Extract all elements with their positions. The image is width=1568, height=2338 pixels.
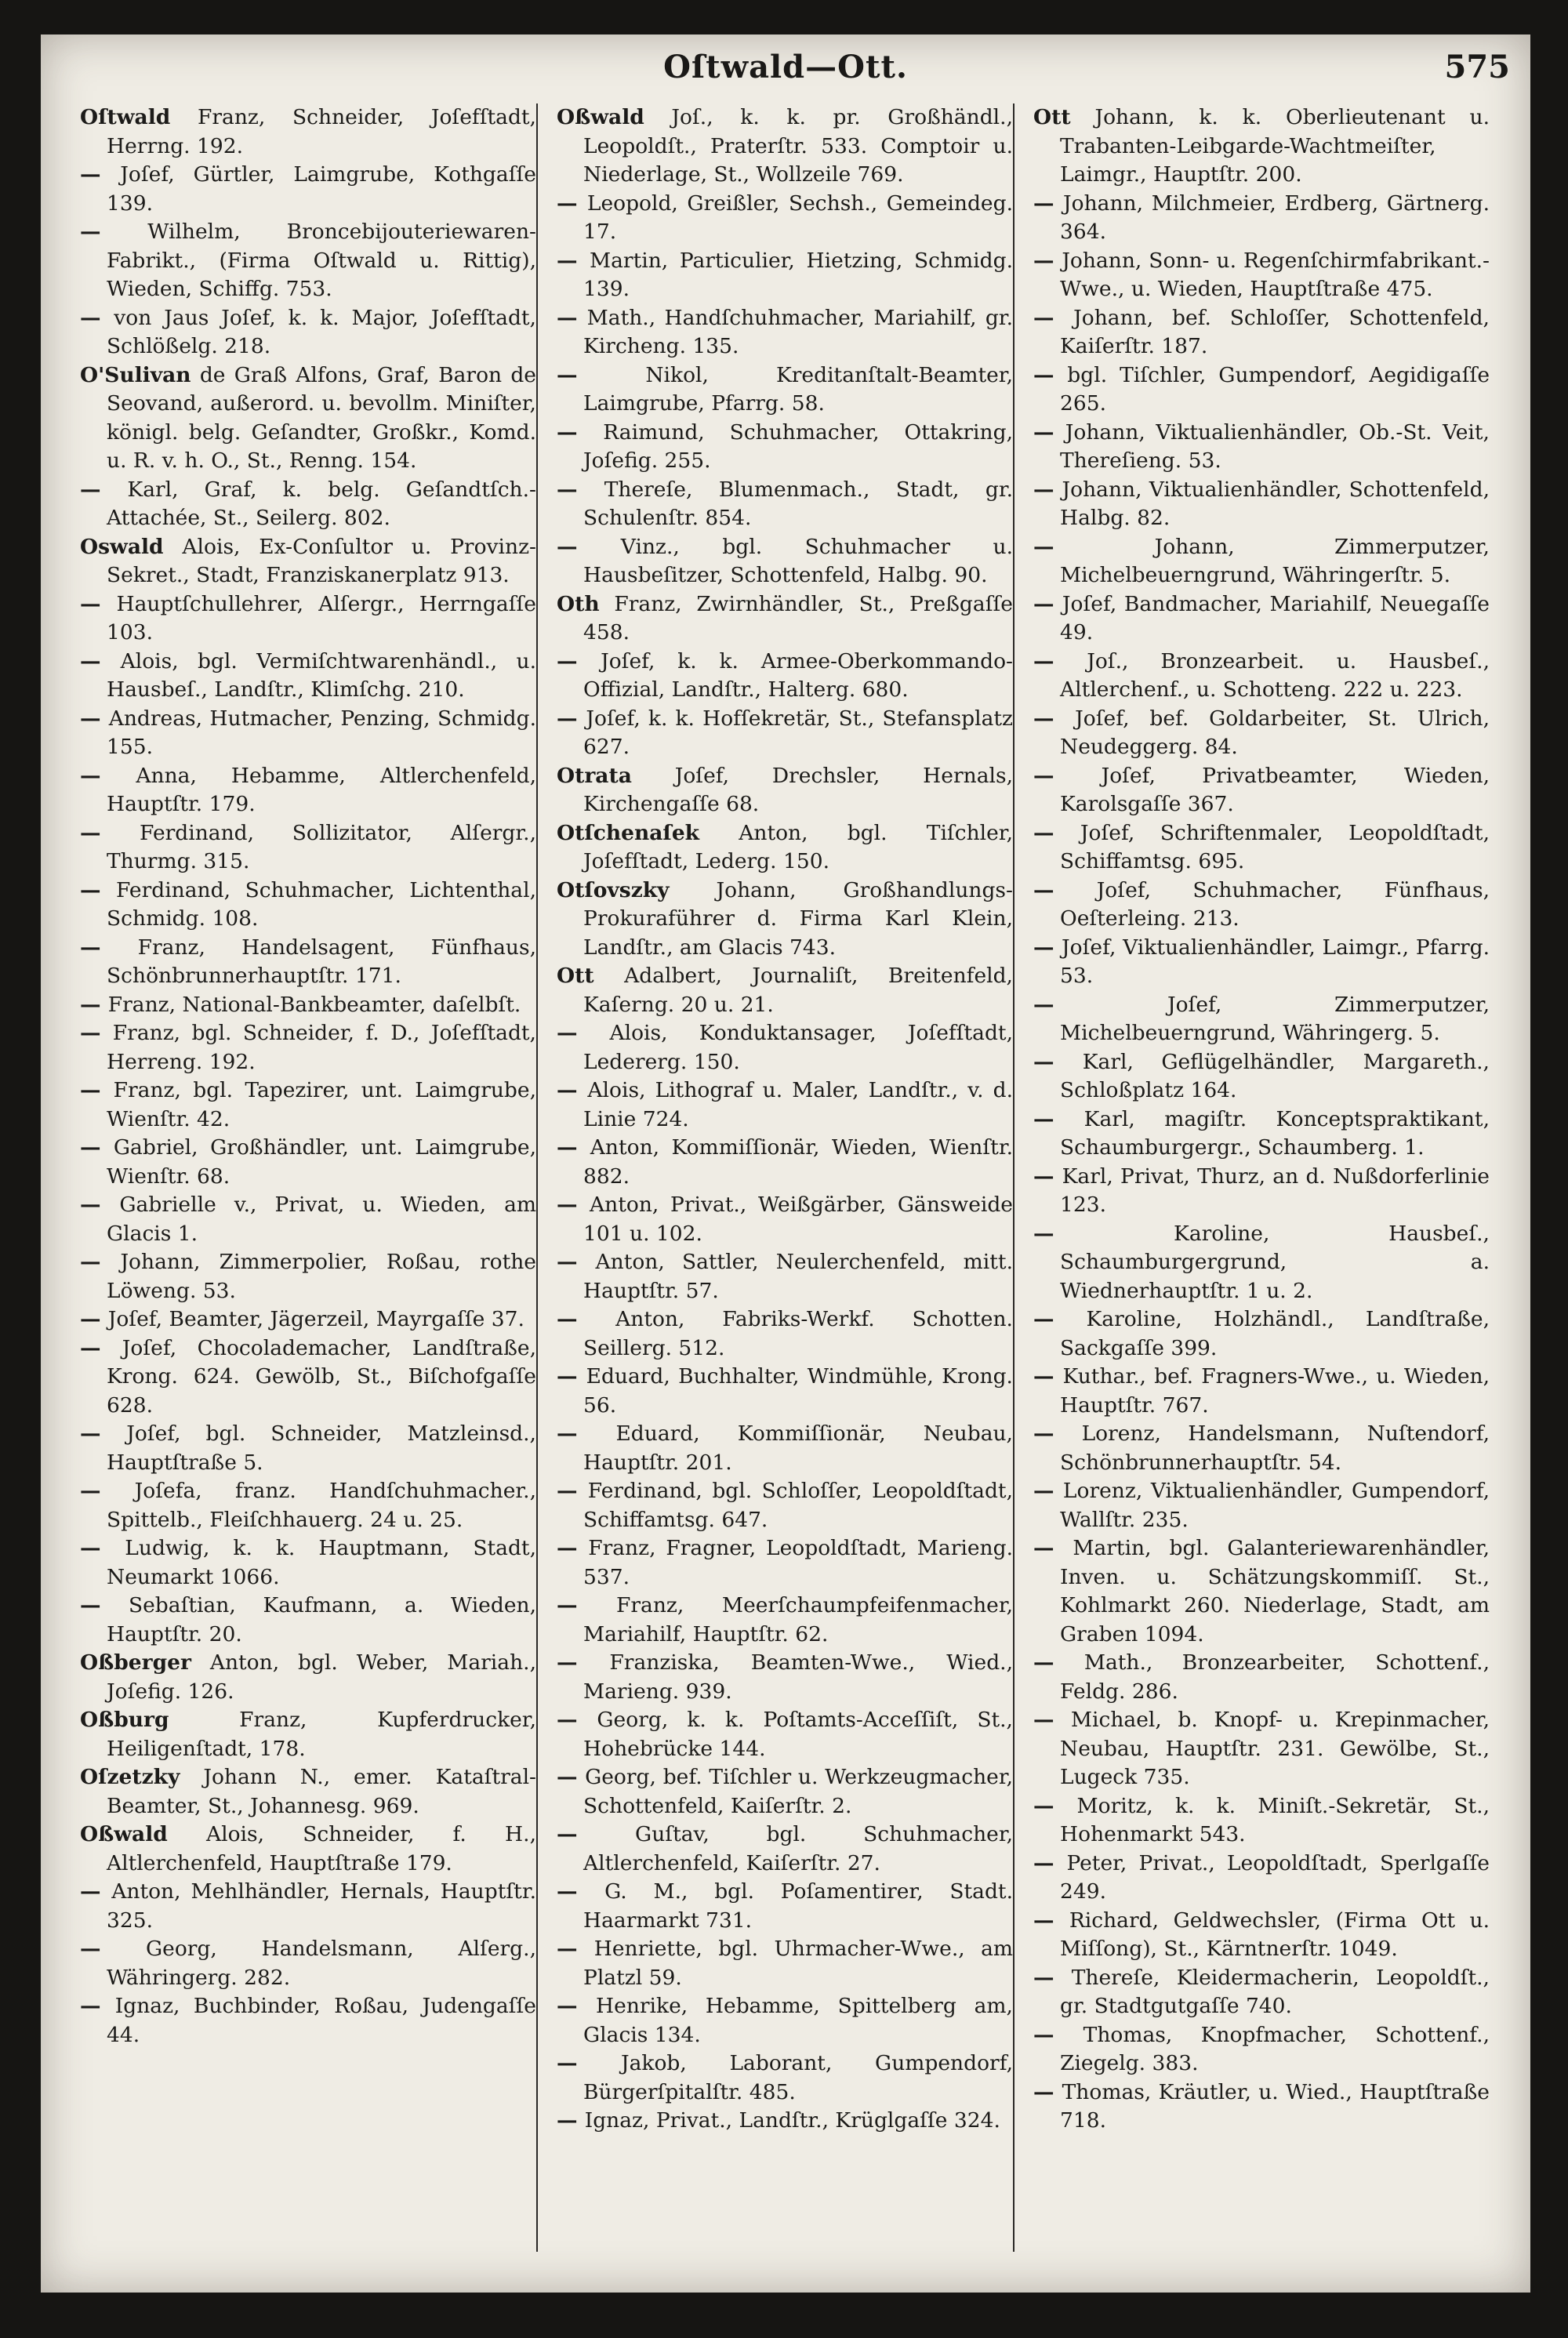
directory-entry: — Anna, Hebamme, Altlerchenfeld, Hauptſtr. 179. (80, 763, 536, 816)
directory-entry: — Thereſe, Blumenmach., Stadt, gr. Schulenſtr. 854. (557, 477, 1013, 530)
directory-entry: — Karl, Privat, Thurz, an d. Nußdorferlinie 123. (1033, 1164, 1490, 1217)
directory-entry: — Raimund, Schuhmacher, Ottakring, Joſefig. 255. (557, 419, 1013, 473)
directory-entry: — Alois, Lithograf u. Maler, Landſtr., v. d. Linie 724. (557, 1078, 1013, 1131)
directory-entry: Oßwald Alois, Schneider, f. H., Altlerchenfeld, Hauptſtraße 179. (80, 1822, 536, 1875)
directory-entry: — Anton, Sattler, Neulerchenfeld, mitt. Hauptſtr. 57. (557, 1250, 1013, 1303)
directory-entry: — Franz, bgl. Schneider, f. D., Joſefſtadt, Herreng. 192. (80, 1021, 536, 1074)
directory-entry: — Richard, Geldwechsler, (Firma Ott u. Miſſong), St., Kärntnerſtr. 1049. (1033, 1908, 1490, 1961)
directory-entry: Otrata Joſef, Drechsler, Hernals, Kirchengaſſe 68. (557, 763, 1013, 816)
directory-entry: — Sebaſtian, Kaufmann, a. Wieden, Hauptſtr. 20. (80, 1593, 536, 1646)
directory-entry: O'Sulivan de Graß Alfons, Graf, Baron de Seovand, außerord. u. bevollm. Miniſter, königl. belg. Geſandter, Großkr., Komd. u. R. v. h. O., St., Renng. 154. (80, 362, 536, 473)
directory-entry: Ott Johann, k. k. Oberlieutenant u. Trabanten-Leibgarde-Wachtmeiſter, Laimgr., Hauptſtr. 200. (1033, 105, 1490, 187)
directory-entry: — G. M., bgl. Poſamentirer, Stadt. Haarmarkt 731. (557, 1879, 1013, 1933)
directory-entry: — Franz, National-Bankbeamter, daſelbſt. (80, 992, 521, 1017)
column-2 (557, 103, 1013, 2267)
directory-entry: — Gabrielle v., Privat, u. Wieden, am Glacis 1. (80, 1193, 536, 1246)
directory-entry: — Joſef, Chocolademacher, Landſtraße, Krong. 624. Gewölb, St., Biſchofgaſſe 628. (80, 1335, 536, 1418)
directory-entry: — Joſef, k. k. Armee-Oberkommando-Offizial, Landſtr., Halterg. 680. (557, 648, 1013, 702)
directory-entry: — Franz, Meerſchaumpfeifenmacher, Mariahilf, Hauptſtr. 62. (557, 1593, 1013, 1646)
directory-entry: — Nikol, Kreditanſtalt-Beamter, Laimgrube, Pfarrg. 58. (557, 362, 1013, 416)
column-3 (1033, 103, 1490, 2267)
directory-entry: — Johann, Zimmerpolier, Roßau, rothe Löweng. 53. (80, 1250, 536, 1303)
directory-entry: Oſtwald Franz, Schneider, Joſefſtadt, Herrng. 192. (80, 105, 536, 158)
directory-entry: — Alois, Konduktansager, Joſefſtadt, Ledererg. 150. (557, 1021, 1013, 1074)
directory-entry: — Hauptſchullehrer, Alſergr., Herrngaſſe 103. (80, 591, 536, 644)
directory-entry: — Karl, Graf, k. belg. Geſandtſch.-Attachée, St., Seilerg. 802. (80, 477, 536, 530)
directory-entry: — Henriette, bgl. Uhrmacher-Wwe., am Platzl 59. (557, 1937, 1013, 1990)
directory-entry: — Johann, Zimmerputzer, Michelbeuerngrund, Währingerſtr. 5. (1033, 534, 1490, 587)
directory-entry: — Georg, Handelsmann, Alſerg., Währingerg. 282. (80, 1937, 536, 1990)
directory-entry: — Eduard, Kommiſſionär, Neubau, Hauptſtr. 201. (557, 1421, 1013, 1475)
directory-entry: — bgl. Tiſchler, Gumpendorf, Aegidigaſſe 265. (1033, 362, 1490, 416)
directory-entry: — Joſ., Bronzearbeit. u. Hausbeſ., Altlerchenf., u. Schotteng. 222 u. 223. (1033, 648, 1490, 702)
directory-entry: — Ignaz, Buchbinder, Roßau, Judengaſſe 44. (80, 1994, 536, 2047)
directory-entry: — Leopold, Greißler, Sechsh., Gemeindeg. 17. (557, 191, 1013, 244)
directory-entry: — von Jaus Joſef, k. k. Major, Joſefſtadt, Schlößelg. 218. (80, 305, 536, 358)
column-divider (1013, 103, 1014, 2252)
directory-entry: — Moritz, k. k. Miniſt.-Sekretär, St., Hohenmarkt 543. (1033, 1793, 1490, 1846)
directory-entry: — Martin, bgl. Galanteriewarenhändler, Inven. u. Schätzungskommiſſ. St., Kohlmarkt 260. Niederlage, Stadt, am Graben 1094. (1033, 1536, 1490, 1646)
directory-entry: — Gabriel, Großhändler, unt. Laimgrube, Wienſtr. 68. (80, 1135, 536, 1189)
directory-entry: — Franziska, Beamten-Wwe., Wied., Marieng. 939. (557, 1650, 1013, 1704)
directory-entry: — Ferdinand, bgl. Schloſſer, Leopoldſtadt, Schiffamtsg. 647. (557, 1479, 1013, 1532)
directory-entry: — Karoline, Holzhändl., Landſtraße, Sackgaſſe 399. (1033, 1307, 1490, 1360)
directory-entry: Oth Franz, Zwirnhändler, St., Preßgaſſe 458. (557, 591, 1013, 644)
directory-entry: Otſchenaſek Anton, bgl. Tiſchler, Joſefſtadt, Lederg. 150. (557, 820, 1013, 873)
directory-entry: — Anton, Privat., Weißgärber, Gänsweide 101 u. 102. (557, 1193, 1013, 1246)
directory-entry: — Alois, bgl. Vermiſchtwarenhändl., u. Hausbeſ., Landſtr., Klimſchg. 210. (80, 648, 536, 702)
directory-entry: — Johann, Milchmeier, Erdberg, Gärtnerg. 364. (1033, 191, 1490, 244)
directory-entry: — Martin, Particulier, Hietzing, Schmidg. 139. (557, 248, 1013, 301)
directory-entry: — Peter, Privat., Leopoldſtadt, Sperlgaſſe 249. (1033, 1850, 1490, 1904)
directory-page (41, 34, 1530, 2293)
column-divider (536, 103, 538, 2252)
directory-entry: — Joſef, Bandmacher, Mariahilf, Neuegaſſe 49. (1033, 591, 1490, 644)
directory-entry: — Joſefa, franz. Handſchuhmacher., Spittelb., Fleiſchhauerg. 24 u. 25. (80, 1479, 536, 1532)
directory-entry: — Henrike, Hebamme, Spittelberg am, Glacis 134. (557, 1994, 1013, 2047)
directory-entry: Ott Adalbert, Journaliſt, Breitenfeld, Kaſerng. 20 u. 21. (557, 964, 1013, 1017)
directory-entry: — Joſef, Gürtler, Laimgrube, Kothgaſſe 139. (80, 162, 536, 216)
directory-entry: — Joſef, Beamter, Jägerzeil, Mayrgaſſe 37. (80, 1307, 524, 1331)
directory-entry: — Franz, Fragner, Leopoldſtadt, Marieng. 537. (557, 1536, 1013, 1589)
directory-entry: Oßwald Joſ., k. k. pr. Großhändl., Leopoldſt., Praterſtr. 533. Comptoir u. Niederlage, St., Wollzeile 769. (557, 105, 1013, 187)
directory-entry: — Joſef, bef. Goldarbeiter, St. Ulrich, Neudeggerg. 84. (1033, 706, 1490, 759)
directory-entry: Otſovszky Johann, Großhandlungs-Prokuraführer d. Firma Karl Klein, Landſtr., am Glacis 743. (557, 877, 1013, 960)
directory-entry: — Thereſe, Kleidermacherin, Leopoldſt., gr. Stadtgutgaſſe 740. (1033, 1965, 1490, 2018)
directory-entry: Oßburg Franz, Kupferdrucker, Heiligenſtadt, 178. (80, 1708, 536, 1761)
directory-entry: — Anton, Kommiſſionär, Wieden, Wienſtr. 882. (557, 1135, 1013, 1189)
directory-entry: Oſzetzky Johann N., emer. Kataſtral-Beamter, St., Johannesg. 969. (80, 1765, 536, 1818)
page-number: 575 (1444, 49, 1510, 85)
directory-entry: — Joſef, bgl. Schneider, Matzleinsd., Hauptſtraße 5. (80, 1421, 536, 1475)
directory-entry: — Lorenz, Handelsmann, Nuſtendorf, Schönbrunnerhauptſtr. 54. (1033, 1421, 1490, 1475)
directory-entry: — Georg, bef. Tiſchler u. Werkzeugmacher, Schottenfeld, Kaiſerſtr. 2. (557, 1765, 1013, 1818)
directory-entry: — Georg, k. k. Poſtamts-Acceſſiſt, St., Hohebrücke 144. (557, 1708, 1013, 1761)
directory-entry: — Ludwig, k. k. Hauptmann, Stadt, Neumarkt 1066. (80, 1536, 536, 1589)
directory-entry: — Johann, Viktualienhändler, Ob.-St. Veit, Thereſieng. 53. (1033, 419, 1490, 473)
directory-entry: — Ignaz, Privat., Landſtr., Krüglgaſſe 324. (557, 2108, 1000, 2133)
directory-entry: — Anton, Mehlhändler, Hernals, Hauptſtr. 325. (80, 1879, 536, 1933)
directory-entry: — Franz, bgl. Tapezirer, unt. Laimgrube, Wienſtr. 42. (80, 1078, 536, 1131)
directory-entry: — Lorenz, Viktualienhändler, Gumpendorf, Wallſtr. 235. (1033, 1479, 1490, 1532)
directory-entry: — Joſef, Schuhmacher, Fünfhaus, Oeſterleing. 213. (1033, 877, 1490, 931)
directory-entry: — Math., Bronzearbeiter, Schottenf., Feldg. 286. (1033, 1650, 1490, 1704)
directory-entry: — Wilhelm, Broncebijouteriewaren-Fabrikt., (Firma Oſtwald u. Rittig), Wieden, Schiffg. 753. (80, 220, 536, 301)
directory-entry: — Joſef, Viktualienhändler, Laimgr., Pfarrg. 53. (1033, 935, 1490, 988)
directory-entry: — Karl, magiſtr. Konceptspraktikant, Schaumburgergr., Schaumberg. 1. (1033, 1106, 1490, 1160)
directory-entry: — Joſef, Zimmerputzer, Michelbeuerngrund, Währingerg. 5. (1033, 992, 1490, 1045)
directory-entry: — Guſtav, bgl. Schuhmacher, Altlerchenfeld, Kaiſerſtr. 27. (557, 1822, 1013, 1875)
directory-entry: Oßberger Anton, bgl. Weber, Mariah., Joſefig. 126. (80, 1650, 536, 1704)
directory-entry: — Joſef, Schriftenmaler, Leopoldſtadt, Schiffamtsg. 695. (1033, 820, 1490, 873)
directory-entry: — Thomas, Kräutler, u. Wied., Hauptſtraße 718. (1033, 2079, 1490, 2133)
directory-entry: — Johann, Sonn- u. Regenſchirmfabrikant.-Wwe., u. Wieden, Hauptſtraße 475. (1033, 248, 1490, 301)
directory-entry: — Johann, Viktualienhändler, Schottenfeld, Halbg. 82. (1033, 477, 1490, 530)
directory-entry: — Kuthar., bef. Fragners-Wwe., u. Wieden, Hauptſtr. 767. (1033, 1364, 1490, 1418)
page-header-title: Oſtwald—Ott. (663, 49, 908, 85)
directory-entry: — Joſef, Privatbeamter, Wieden, Karolsgaſſe 367. (1033, 763, 1490, 816)
directory-entry: — Joſef, k. k. Hofſekretär, St., Stefansplatz 627. (557, 706, 1013, 759)
directory-entry: — Michael, b. Knopf- u. Krepinmacher, Neubau, Hauptſtr. 231. Gewölbe, St., Lugeck 735. (1033, 1708, 1490, 1789)
directory-entry: — Thomas, Knopfmacher, Schottenf., Ziegelg. 383. (1033, 2022, 1490, 2075)
directory-entry: Oswald Alois, Ex-Conſultor u. Provinz-Sekret., Stadt, Franziskanerplatz 913. (80, 534, 536, 587)
directory-entry: — Karl, Geflügelhändler, Margareth., Schloßplatz 164. (1033, 1049, 1490, 1102)
directory-entry: — Eduard, Buchhalter, Windmühle, Krong. 56. (557, 1364, 1013, 1418)
directory-entry: — Jakob, Laborant, Gumpendorf, Bürgerſpitalſtr. 485. (557, 2051, 1013, 2104)
directory-entry: — Ferdinand, Schuhmacher, Lichtenthal, Schmidg. 108. (80, 877, 536, 931)
directory-entry: — Ferdinand, Sollizitator, Alſergr., Thurmg. 315. (80, 820, 536, 873)
directory-entry: — Johann, bef. Schloſſer, Schottenfeld, Kaiſerſtr. 187. (1033, 305, 1490, 358)
directory-entry: — Andreas, Hutmacher, Penzing, Schmidg. 155. (80, 706, 536, 759)
directory-entry: — Franz, Handelsagent, Fünfhaus, Schönbrunnerhauptſtr. 171. (80, 935, 536, 988)
running-head (41, 49, 1530, 96)
directory-entry: — Karoline, Hausbeſ., Schaumburgergrund, a. Wiednerhauptſtr. 1 u. 2. (1033, 1221, 1490, 1303)
column-1 (80, 103, 536, 2267)
directory-entry: — Anton, Fabriks-Werkf. Schotten. Seillerg. 512. (557, 1307, 1013, 1360)
directory-entry: — Math., Handſchuhmacher, Mariahilf, gr. Kircheng. 135. (557, 305, 1013, 358)
directory-entry: — Vinz., bgl. Schuhmacher u. Hausbeſitzer, Schottenfeld, Halbg. 90. (557, 534, 1013, 587)
